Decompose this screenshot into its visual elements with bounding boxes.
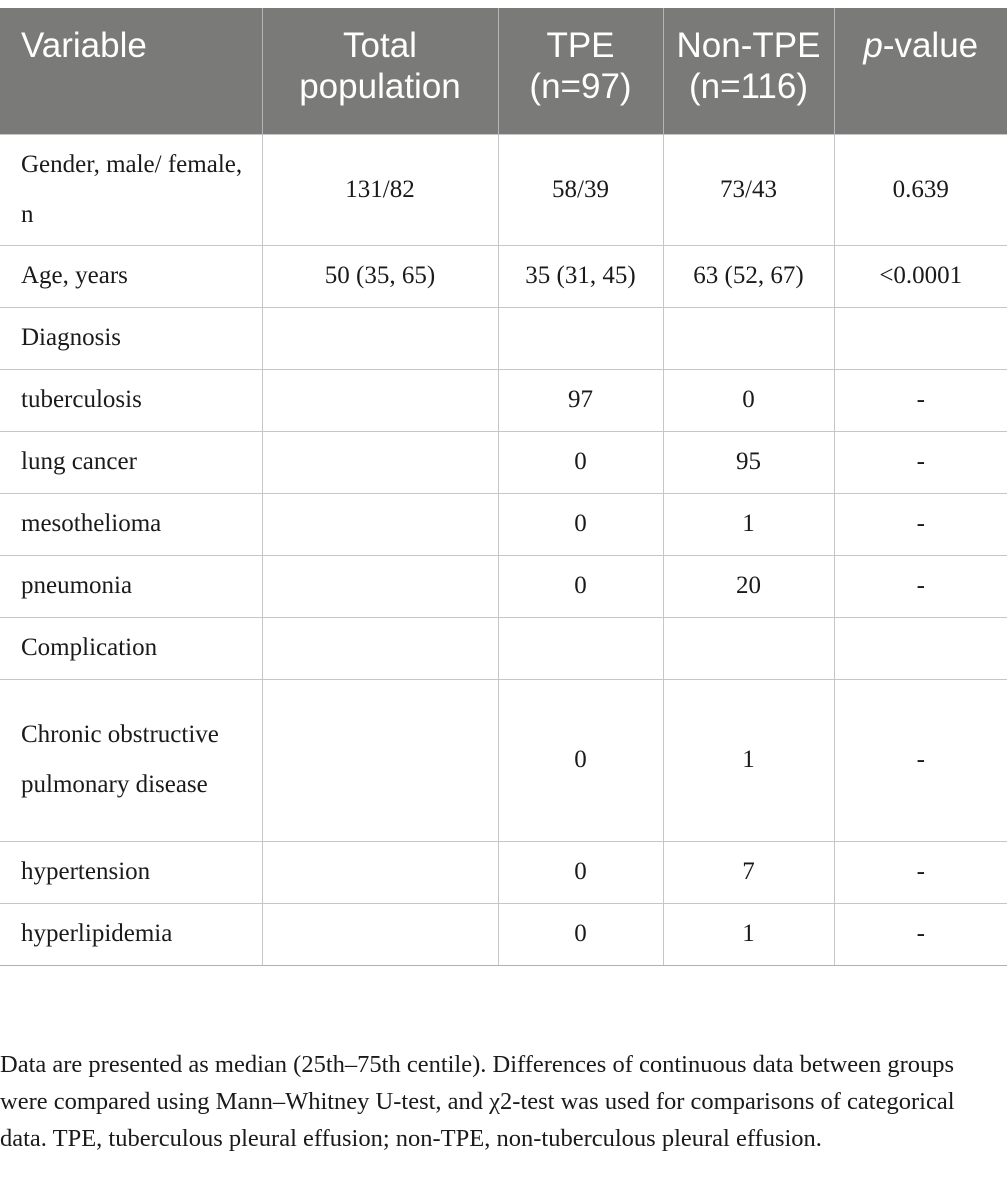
cell-tpe: 0: [498, 493, 663, 555]
cell-total: [262, 431, 498, 493]
cell-non-tpe: 73/43: [663, 134, 834, 245]
table-row: [0, 431, 1007, 493]
header-tpe: TPE (n=97): [498, 8, 663, 134]
cell-p-value: -: [834, 841, 1007, 903]
characteristics-table: [0, 8, 1007, 966]
cell-tpe: 0: [498, 679, 663, 841]
cell-variable: hypertension: [0, 841, 262, 903]
cell-non-tpe: 63 (52, 67): [663, 245, 834, 307]
cell-variable: hyperlipidemia: [0, 903, 262, 965]
table-body: [0, 134, 1007, 965]
cell-p-value: 0.639: [834, 134, 1007, 245]
cell-variable: Gender, male/ female, n: [0, 134, 262, 245]
cell-p-value: [834, 617, 1007, 679]
cell-tpe: 0: [498, 431, 663, 493]
table-row: [0, 679, 1007, 841]
cell-total: [262, 617, 498, 679]
header-row: [0, 8, 1007, 134]
cell-p-value: -: [834, 555, 1007, 617]
cell-total: [262, 493, 498, 555]
cell-p-value: <0.0001: [834, 245, 1007, 307]
cell-non-tpe: 95: [663, 431, 834, 493]
table-row: [0, 555, 1007, 617]
cell-total: [262, 307, 498, 369]
cell-total: [262, 369, 498, 431]
cell-tpe: 0: [498, 903, 663, 965]
cell-total: 50 (35, 65): [262, 245, 498, 307]
cell-variable: tuberculosis: [0, 369, 262, 431]
cell-non-tpe: 0: [663, 369, 834, 431]
cell-variable: lung cancer: [0, 431, 262, 493]
cell-total: [262, 903, 498, 965]
cell-total: [262, 679, 498, 841]
cell-tpe: [498, 617, 663, 679]
cell-tpe: 0: [498, 841, 663, 903]
header-p-value-italic: p: [863, 26, 883, 65]
table-row: [0, 245, 1007, 307]
cell-tpe: [498, 307, 663, 369]
cell-non-tpe: [663, 617, 834, 679]
cell-non-tpe: 20: [663, 555, 834, 617]
cell-p-value: [834, 307, 1007, 369]
cell-variable: Complication: [0, 617, 262, 679]
cell-total: [262, 841, 498, 903]
cell-p-value: -: [834, 903, 1007, 965]
table-row: [0, 903, 1007, 965]
header-non-tpe: Non-TPE (n=116): [663, 8, 834, 134]
cell-variable: Age, years: [0, 245, 262, 307]
cell-p-value: -: [834, 679, 1007, 841]
cell-tpe: 35 (31, 45): [498, 245, 663, 307]
cell-tpe: 97: [498, 369, 663, 431]
header-variable: Variable: [0, 8, 262, 134]
table-row: [0, 617, 1007, 679]
cell-p-value: -: [834, 493, 1007, 555]
header-p-value: [834, 8, 1007, 134]
table-row: [0, 369, 1007, 431]
table-row: [0, 841, 1007, 903]
cell-variable: Diagnosis: [0, 307, 262, 369]
cell-non-tpe: 7: [663, 841, 834, 903]
header-p-value-suffix: -value: [882, 26, 979, 65]
cell-tpe: 0: [498, 555, 663, 617]
cell-variable: Chronic obstructive pulmonary disease: [0, 679, 262, 841]
table-row: [0, 307, 1007, 369]
table-row: [0, 134, 1007, 245]
cell-variable: pneumonia: [0, 555, 262, 617]
table-footnote: Data are presented as median (25th–75th centile). Differences of continuous data between groups were compared using Mann–Whitney U-test, and χ2-test was used for comparisons of categorical data. TPE, tuberculous pleural effusion; non-TPE, non-tuberculous pleural effusion.: [0, 1051, 955, 1152]
cell-non-tpe: [663, 307, 834, 369]
cell-non-tpe: 1: [663, 493, 834, 555]
cell-non-tpe: 1: [663, 679, 834, 841]
cell-p-value: -: [834, 431, 1007, 493]
cell-p-value: -: [834, 369, 1007, 431]
cell-total: [262, 555, 498, 617]
cell-variable: mesothelioma: [0, 493, 262, 555]
table-row: [0, 493, 1007, 555]
header-total-population: Total population: [262, 8, 498, 134]
table-header: [0, 8, 1007, 134]
cell-total: 131/82: [262, 134, 498, 245]
cell-tpe: 58/39: [498, 134, 663, 245]
cell-non-tpe: 1: [663, 903, 834, 965]
